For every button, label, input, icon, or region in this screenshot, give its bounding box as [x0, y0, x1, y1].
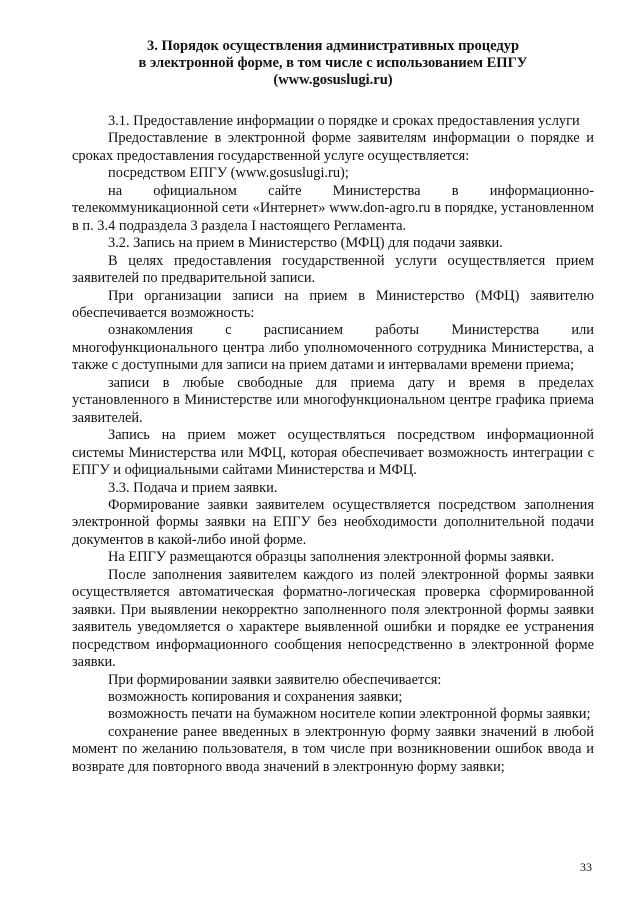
- heading-line-1: 3. Порядок осуществления административных процедур: [146, 38, 520, 54]
- paragraph: Формирование заявки заявителем осуществляется посредством заполнения электронной формы заявки на ЕПГУ без необходимости дополнительной подачи документов в какой-либо иной форме.: [72, 496, 594, 548]
- paragraph: Предоставление в электронной форме заявителям информации о порядке и сроках предоставления государственной услуге осуществляется:: [72, 130, 594, 164]
- body-text: [72, 113, 594, 776]
- paragraph: возможность копирования и сохранения заявки;: [108, 688, 403, 705]
- paragraph: 3.1. Предоставление информации о порядке и сроках предоставления услуги: [108, 113, 580, 129]
- paragraph: При организации записи на прием в Министерство (МФЦ) заявителю обеспечивается возможность:: [72, 287, 594, 321]
- paragraph: При формировании заявки заявителю обеспечивается:: [108, 671, 442, 688]
- heading-line-2: в электронной форме, в том числе с использованием ЕПГУ: [138, 55, 528, 71]
- page-number: 33: [580, 860, 592, 874]
- paragraph: 3.2. Запись на прием в Министерство (МФЦ) для подачи заявки.: [108, 235, 503, 252]
- paragraph: После заполнения заявителем каждого из полей электронной формы заявки осуществляется автоматическая форматно-логическая проверка сформированной заявки. При выявлении некорректно заполненного поля электронной формы заявки заявитель уведомляется о характере выявленной ошибки и порядке ее устранения посредством информационного сообщения непосредственно в электронной форме заявки.: [72, 566, 594, 671]
- paragraph: ознакомления с расписанием работы Министерства или многофункционального центра либо уполномоченного сотрудника Министерства, а также с доступными для записи на прием датами и интервалами времени приема;: [72, 322, 594, 374]
- paragraph: сохранение ранее введенных в электронную форму заявки значений в любой момент по желанию пользователя, в том числе при возникновении ошибок ввода и возврате для повторного ввода значений в электронную форму заявки;: [72, 723, 594, 775]
- heading-line-3: (www.gosuslugi.ru): [273, 72, 393, 88]
- paragraph: записи в любые свободные для приема дату и время в пределах установленного в Министерстве или многофункциональном центре графика приема заявителей.: [72, 374, 594, 426]
- paragraph: На ЕПГУ размещаются образцы заполнения электронной формы заявки.: [108, 549, 555, 566]
- paragraph: В целях предоставления государственной услуги осуществляется прием заявителей по предварительной записи.: [72, 252, 594, 287]
- paragraph: возможность печати на бумажном носителе копии электронной формы заявки;: [108, 706, 591, 723]
- paragraph: посредством ЕПГУ (www.gosuslugi.ru);: [108, 165, 349, 182]
- paragraph: на официальном сайте Министерства в информационно-телекоммуникационной сети «Интернет» www.don-agro.ru в порядке, установленном в п. 3.4 подраздела 3 раздела I настоящего Регламента.: [72, 182, 594, 234]
- paragraph: Запись на прием может осуществляться посредством информационной системы Министерства или МФЦ, которая обеспечивает возможность интеграции с ЕПГУ и официальными сайтами Министерства и МФЦ.: [72, 427, 594, 479]
- paragraph: 3.3. Подача и прием заявки.: [108, 479, 278, 496]
- section-heading: [72, 38, 594, 89]
- document-page: [72, 38, 594, 776]
